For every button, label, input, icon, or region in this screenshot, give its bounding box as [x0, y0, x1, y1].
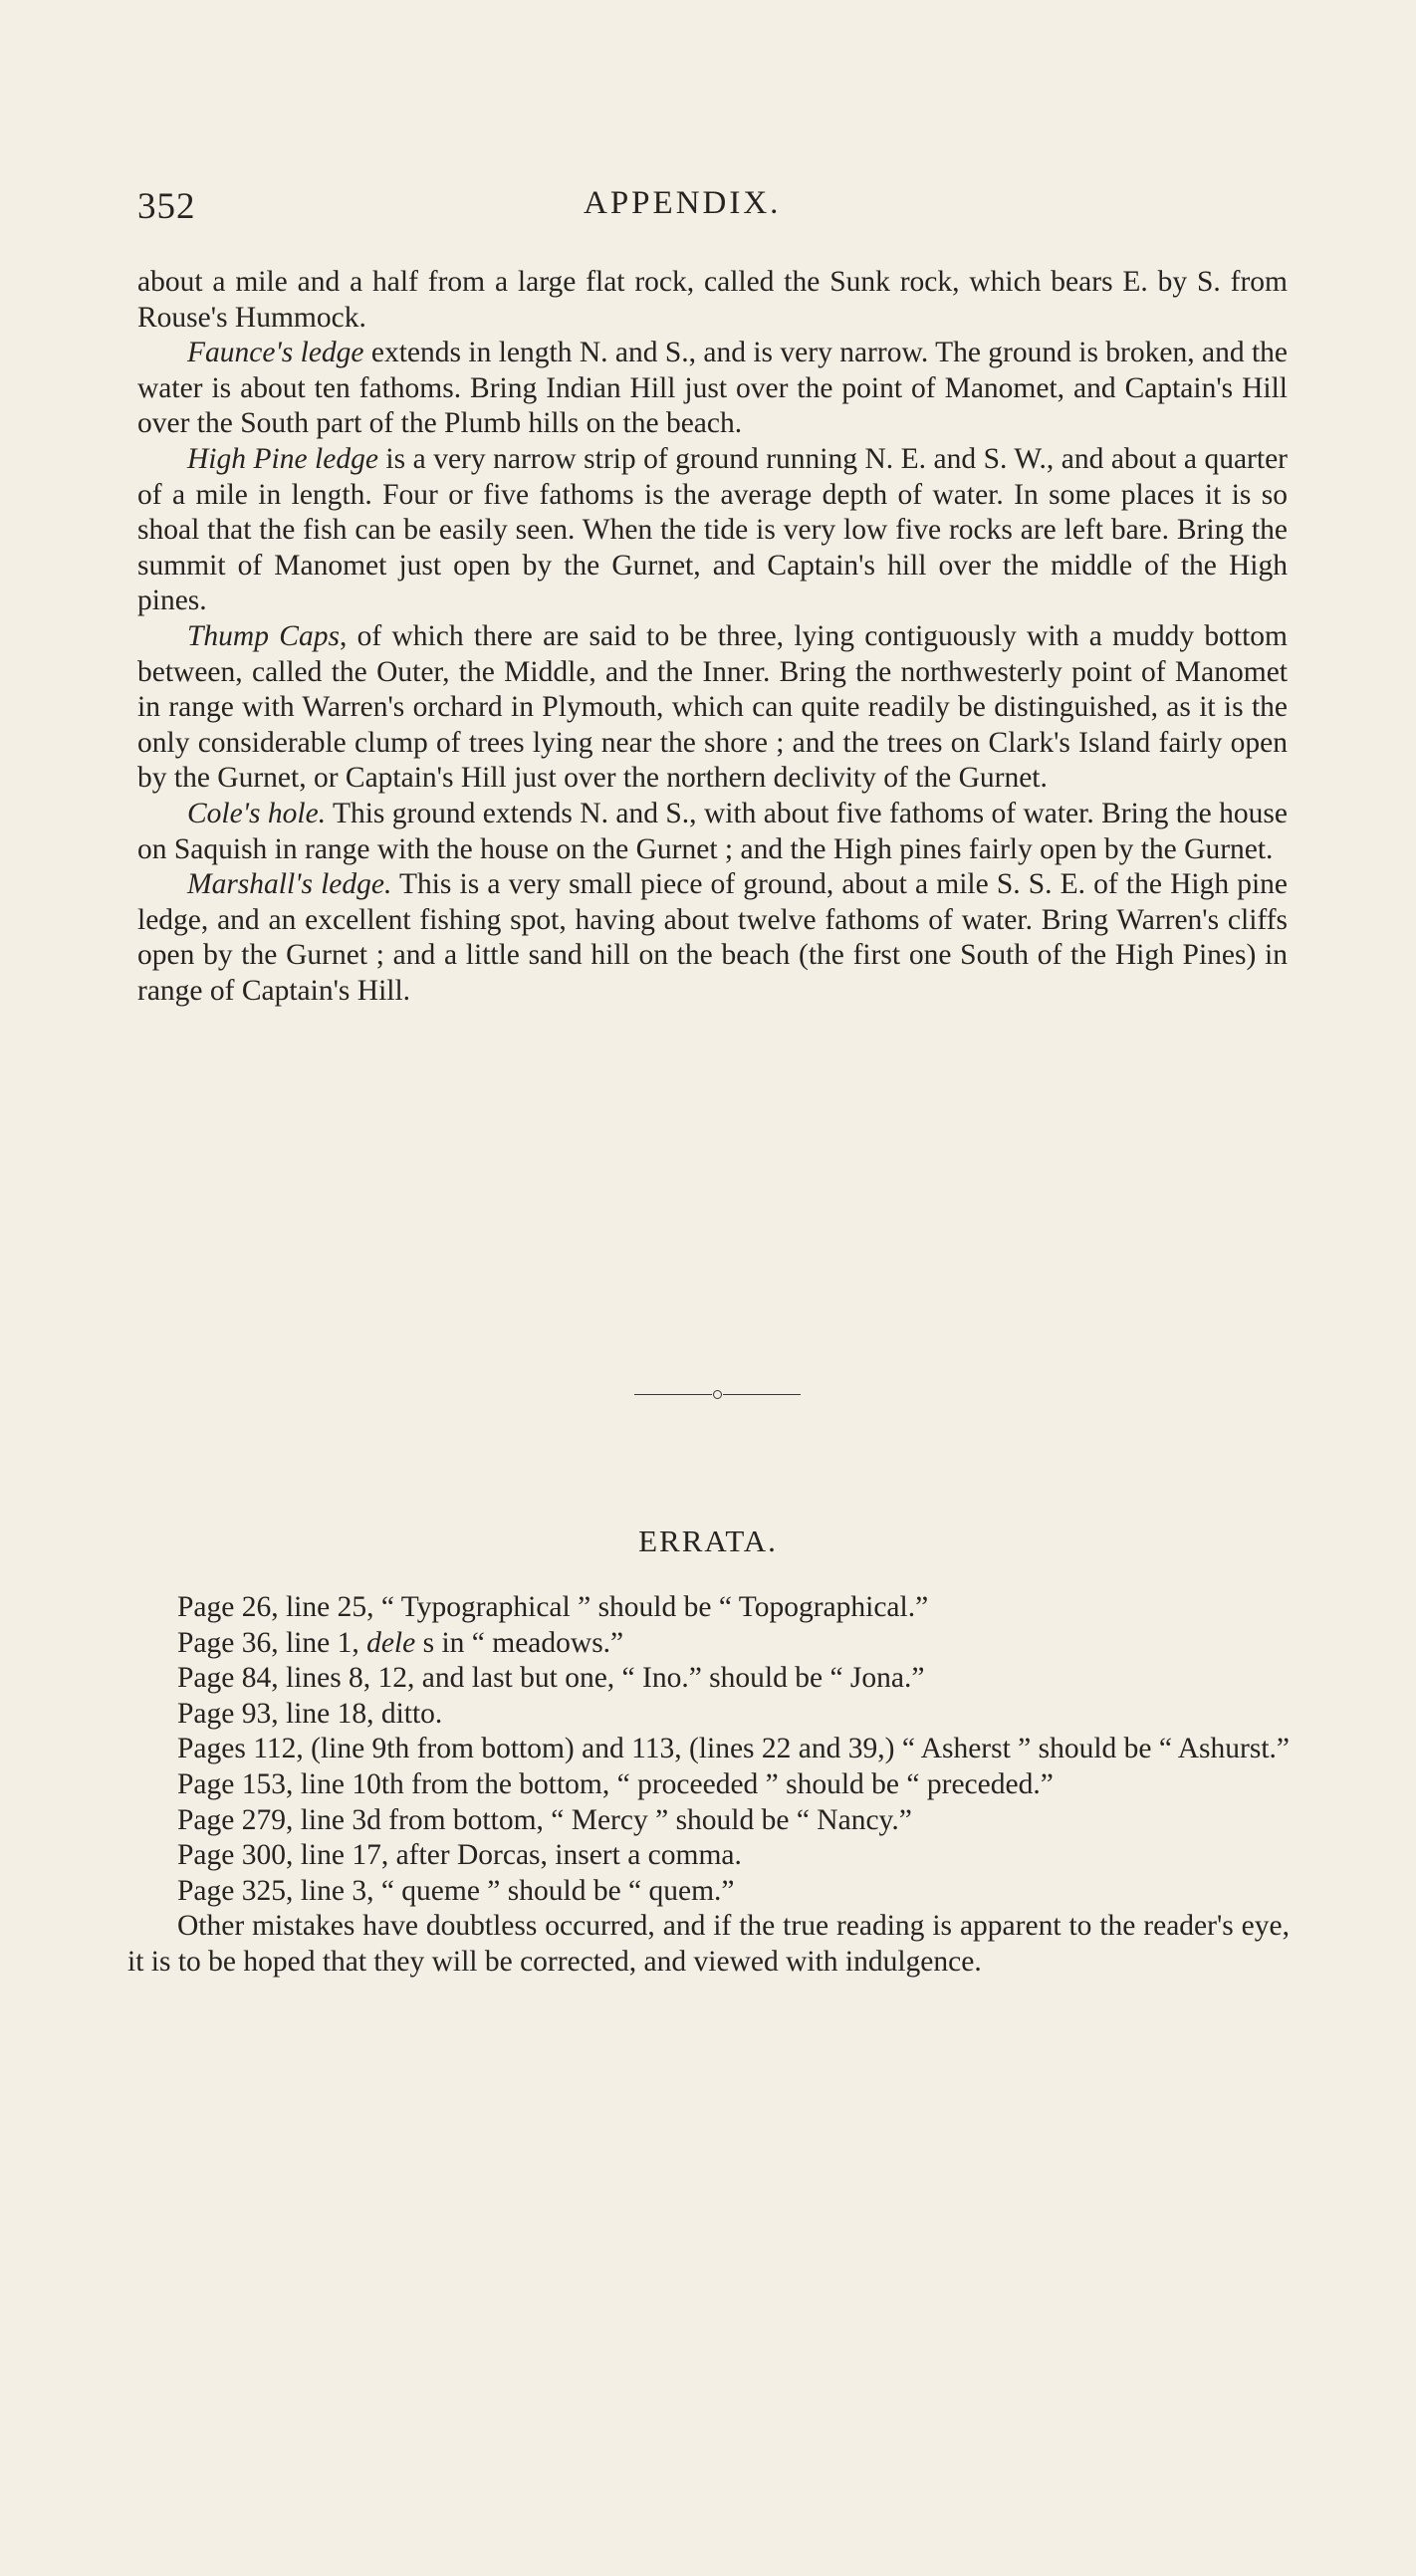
- errata-item: Page 279, line 3d from bottom, “ Mercy ” should be “ Nancy.”: [177, 1803, 912, 1836]
- errata-item: Page 93, line 18, ditto.: [177, 1697, 443, 1730]
- entry-name: Cole's hole.: [187, 797, 327, 829]
- section-divider: [634, 1388, 801, 1400]
- divider-ornament: [713, 1390, 722, 1399]
- entry-thump-caps: Thump Caps, of which there are said to be three, lying contiguously with a muddy bottom between, called the Outer, the Middle, and the Inner. Bring the northwesterly point of Manomet in range with Warren's orchard in Plymouth, which can quite readily be distinguished, as it is the only considerable clump of trees lying near the shore ; and the trees on Clark's Island fairly open by the Gurnet, or Captain's Hill just over the northern declivity of the Gurnet.: [137, 619, 1289, 795]
- paragraph-continuation: about a mile and a half from a large flat rock, called the Sunk rock, which bears E. by S. from Rouse's Hummock.: [137, 266, 1288, 334]
- entry-name: Marshall's ledge.: [187, 868, 392, 901]
- errata-closing-note: Other mistakes have doubtless occurred, and if the true reading is apparent to the reader's eye, it is to be hoped that they will be corrected, and viewed with indulgence.: [127, 1910, 1290, 1978]
- appendix-body: [137, 265, 1288, 1009]
- entry-high-pine-ledge: High Pine ledge is a very narrow strip of ground running N. E. and S. W., and about a quarter of a mile in length. Four or five fathoms is the average depth of water. In some places it is so shoal that the fish can be easily seen. When the tide is very low five rocks are left bare. Bring the summit of Manomet just open by the Gurnet, and Captain's hill over the middle of the High pines.: [137, 442, 1288, 617]
- page-number: 352: [137, 186, 196, 227]
- errata-heading: ERRATA.: [638, 1523, 778, 1558]
- entry-marshalls-ledge: Marshall's ledge. This is a very small piece of ground, about a mile S. S. E. of the High pine ledge, and an excellent fishing spot, having about twelve fathoms of water. Bring Warren's cliffs open by the Gurnet ; and a little sand hill on the beach (the first one South of the High Pines) in range of Captain's Hill.: [137, 868, 1288, 1007]
- errata-item: Page 153, line 10th from the bottom, “ proceeded ” should be “ preceded.”: [177, 1767, 1054, 1800]
- errata-item: Page 300, line 17, after Dorcas, insert a comma.: [177, 1839, 742, 1872]
- errata-item: Page 84, lines 8, 12, and last but one, “ Ino.” should be “ Jona.”: [177, 1662, 925, 1695]
- errata-item: Page 26, line 25, “ Typographical ” should be “ Topographical.”: [177, 1591, 929, 1623]
- entry-name: Faunce's ledge: [187, 337, 364, 369]
- entry-name: Thump Caps: [187, 619, 340, 652]
- page-header: [137, 185, 1288, 235]
- errata-list: [127, 1590, 1290, 1981]
- errata-item: Pages 112, (line 9th from bottom) and 113, (lines 22 and 39,) “ Asherst ” should be “ Ashurst.”: [177, 1733, 1290, 1765]
- entry-name: High Pine ledge: [187, 442, 378, 475]
- errata-item: Page 36, line 1, dele s in “ meadows.”: [177, 1626, 624, 1659]
- running-head: APPENDIX.: [584, 185, 782, 221]
- divider-line-left: [634, 1394, 712, 1395]
- entry-coles-hole: Cole's hole. This ground extends N. and S., with about five fathoms of water. Bring the house on Saquish in range with the house on the Gurnet ; and the High pines fairly open by the Gurnet.: [137, 797, 1288, 865]
- errata-item: Page 325, line 3, “ queme ” should be “ quem.”: [177, 1874, 735, 1907]
- entry-faunces-ledge: Faunce's ledge extends in length N. and S., and is very narrow. The ground is broken, and the water is about ten fathoms. Bring Indian Hill just over the point of Manomet, and Captain's Hill over the South part of the Plumb hills on the beach.: [137, 337, 1288, 440]
- divider-line-right: [723, 1394, 801, 1395]
